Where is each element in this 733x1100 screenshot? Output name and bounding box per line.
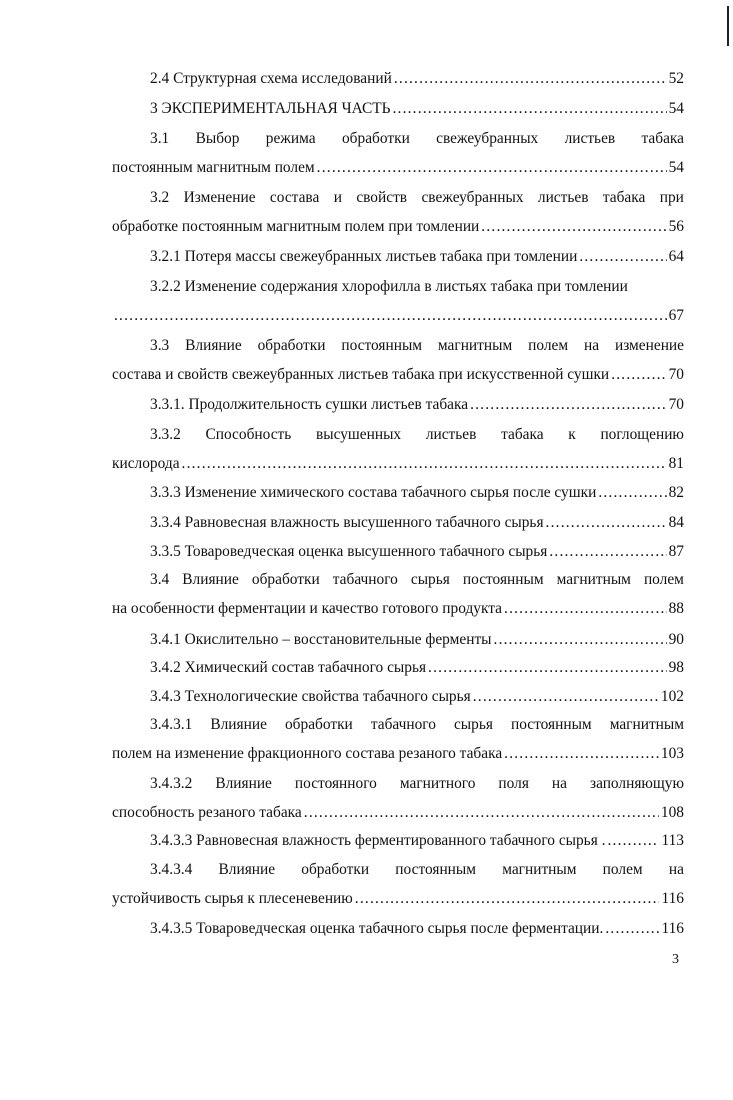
toc-entry-title: 3.4.3 Технологические свойства табачного сырья — [150, 688, 471, 705]
toc-entry — [112, 774, 684, 823]
toc-entry — [112, 69, 684, 89]
dot-leader — [598, 483, 666, 503]
toc-word: Влияние — [218, 861, 276, 878]
toc-word: 3.3.2 — [150, 426, 181, 443]
dot-leader — [428, 658, 667, 678]
toc-word: табачного — [332, 571, 398, 588]
toc-entry — [112, 570, 684, 619]
toc-entry-title: 3.3.3 Изменение химического состава табачного сырья после сушки — [150, 484, 597, 501]
toc-entry — [112, 715, 684, 764]
toc-page-ref: 52 — [668, 70, 684, 87]
toc-word: обработки — [257, 337, 326, 354]
dot-leader — [394, 69, 667, 89]
toc-word: 3.2 — [150, 189, 170, 206]
dot-leader — [304, 803, 659, 823]
toc-word: полем — [602, 861, 643, 878]
toc-entry — [112, 860, 684, 909]
dot-leader — [504, 599, 667, 619]
toc-page-ref: 116 — [661, 920, 684, 937]
toc-word: магнитного — [399, 775, 476, 792]
toc-page-ref: 88 — [668, 600, 684, 617]
toc-page-ref: 103 — [660, 745, 684, 762]
toc-word: сырья — [453, 716, 493, 733]
dot-leader — [605, 919, 659, 939]
dot-leader — [607, 831, 659, 851]
toc-page-ref: 70 — [668, 366, 684, 383]
dot-leader — [549, 542, 666, 562]
toc-word: полем — [528, 337, 569, 354]
toc-word: постоянным — [395, 861, 476, 878]
dot-leader — [470, 395, 667, 415]
toc-entry — [112, 630, 684, 650]
toc-entry — [112, 336, 684, 385]
dot-leader — [317, 158, 667, 178]
toc-word: 3.4.3.4 — [150, 861, 193, 878]
toc-entry-title: способность резаного табака — [112, 804, 302, 821]
toc-entry-title: 3.4.1 Окислительно – восстановительные ферменты — [150, 631, 492, 648]
toc-word: поля — [498, 775, 529, 792]
toc-entry — [112, 919, 684, 939]
dot-leader — [182, 454, 667, 474]
dot-leader — [546, 513, 667, 533]
toc-entry-title: 3.3.5 Товароведческая оценка высушенного табачного сырья — [150, 543, 548, 560]
toc-word: постоянным — [462, 571, 544, 588]
toc-entry — [112, 513, 684, 533]
dot-leader — [494, 630, 667, 650]
toc-word: высушенных — [316, 426, 402, 443]
toc-word: на — [551, 775, 567, 792]
toc-entry-title: обработке постоянным магнитным полем при томлении — [112, 218, 480, 235]
toc-word: обработки — [284, 716, 353, 733]
toc-word: на — [668, 861, 684, 878]
toc-word: поглощению — [600, 426, 684, 443]
toc-page-ref: 113 — [661, 832, 684, 849]
toc-page-ref: 70 — [668, 396, 684, 413]
toc-entry-title: 2.4 Структурная схема исследований — [150, 70, 392, 87]
toc-word: обработки — [301, 861, 370, 878]
toc-page-ref: 98 — [668, 659, 684, 676]
toc-word: Влияние — [182, 571, 239, 588]
toc-entry — [112, 658, 684, 678]
toc-word: свежеубранных — [436, 130, 539, 147]
toc-entry — [112, 542, 684, 562]
toc-word: листьев — [425, 426, 477, 443]
toc-page-ref: 81 — [668, 455, 684, 472]
toc-entry-title: 3 ЭКСПЕРИМЕНТАЛЬНАЯ ЧАСТЬ — [150, 100, 391, 117]
toc-entry — [112, 247, 684, 267]
toc-entry — [112, 483, 684, 503]
toc-entry-title: 3.3.4 Равновесная влажность высушенного табачного сырья — [150, 514, 544, 531]
toc-word: магнитным — [609, 716, 684, 733]
toc-word: магнитным — [437, 337, 513, 354]
toc-word: табачного — [370, 716, 436, 733]
toc-entry — [112, 99, 684, 119]
toc-entry-title: 3.2.1 Потеря массы свежеубранных листьев табака при томлении — [150, 248, 578, 265]
toc-word: сырья — [410, 571, 450, 588]
toc-entry-title: 3.4.3.3 Равновесная влажность ферментированного табачного сырья . — [150, 832, 606, 849]
toc-page-ref: 54 — [668, 159, 684, 176]
toc-entry — [112, 277, 684, 326]
toc-entry-title: на особенности ферментации и качество готового продукта — [112, 600, 503, 617]
toc-entry-title: 3.4.2 Химический состав табачного сырья — [150, 659, 427, 676]
dot-leader — [579, 247, 666, 267]
toc-word: обработки — [251, 571, 320, 588]
toc-word: полем — [643, 571, 684, 588]
toc-word: при — [659, 189, 684, 206]
toc-page-ref: 102 — [660, 688, 684, 705]
toc-word: 3.4.3.1 — [150, 716, 193, 733]
toc-word: табака — [641, 130, 684, 147]
toc-entry-title: состава и свойств свежеубранных листьев табака при искусственной сушки — [112, 366, 610, 383]
dot-leader — [481, 217, 666, 237]
toc-entry-title: кислорода — [112, 455, 180, 472]
dot-leader — [611, 365, 666, 385]
toc-word: на — [583, 337, 600, 354]
toc-word: листьев — [537, 189, 589, 206]
toc-word: Влияние — [185, 337, 242, 354]
toc-page-ref: 87 — [668, 543, 684, 560]
toc-page-ref: 84 — [668, 514, 684, 531]
toc-word: 3.1 — [150, 130, 170, 147]
toc-entry-title: 3.4.3.5 Товароведческая оценка табачного сырья после ферментации. — [150, 920, 604, 937]
toc-word: свежеубранных — [421, 189, 524, 206]
toc-word: изменение — [614, 337, 684, 354]
toc-word: заполняющую — [589, 775, 684, 792]
dot-leader — [473, 687, 659, 707]
toc-word: 3.4 — [150, 571, 170, 588]
toc-page-ref: 64 — [668, 248, 684, 265]
toc-page-ref: 116 — [661, 890, 684, 907]
dot-leader — [392, 99, 666, 119]
toc-word: обработки — [341, 130, 410, 147]
toc-word: Влияние — [215, 775, 272, 792]
toc-word: режима — [265, 130, 316, 147]
toc-entry-title: 3.3.1. Продолжительность сушки листьев табака — [150, 396, 469, 413]
page-number: 3 — [672, 952, 679, 967]
toc-entry-title: устойчивость сырья к плесеневению — [112, 890, 353, 907]
toc-word: Выбор — [195, 130, 240, 147]
toc-page-ref: 67 — [668, 307, 684, 324]
toc-page-ref: 108 — [660, 804, 684, 821]
toc-word: табака — [501, 426, 544, 443]
toc-entry-title: постоянным магнитным полем — [112, 159, 315, 176]
toc-entry-title: полем на изменение фракционного состава резаного табака — [112, 745, 503, 762]
toc-entry — [112, 129, 684, 178]
toc-word: состава — [269, 189, 320, 206]
toc-entry — [112, 188, 684, 237]
toc-word: 3.2.2 Изменение содержания хлорофилла в листьях табака при томлении — [150, 278, 628, 295]
toc-word: и — [333, 189, 342, 206]
toc-word: магнитным — [502, 861, 577, 878]
toc-word: постоянного — [294, 775, 377, 792]
toc-word: свойств — [356, 189, 408, 206]
toc-word: постоянным — [510, 716, 592, 733]
dot-leader — [504, 744, 659, 764]
toc-entry — [112, 425, 684, 474]
toc-word: листьев — [564, 130, 616, 147]
toc-page-ref: 56 — [668, 218, 684, 235]
toc-word: 3.4.3.2 — [150, 775, 193, 792]
toc-page-ref: 90 — [668, 631, 684, 648]
toc-word: табака — [602, 189, 646, 206]
toc-word: Способность — [205, 426, 292, 443]
toc-word: постоянным — [341, 337, 423, 354]
dot-leader — [114, 306, 667, 326]
toc-word: Влияние — [210, 716, 267, 733]
toc-entry — [112, 395, 684, 415]
toc-word: магнитным — [556, 571, 631, 588]
dot-leader — [355, 889, 660, 909]
toc-page-ref: 54 — [668, 100, 684, 117]
toc-word: к — [568, 426, 576, 443]
toc-word: 3.3 — [150, 337, 170, 354]
scan-edge-mark — [727, 6, 729, 46]
toc-entry — [112, 687, 684, 707]
toc-word: Изменение — [183, 189, 256, 206]
toc-page-ref: 82 — [668, 484, 684, 501]
toc-entry — [112, 831, 684, 851]
